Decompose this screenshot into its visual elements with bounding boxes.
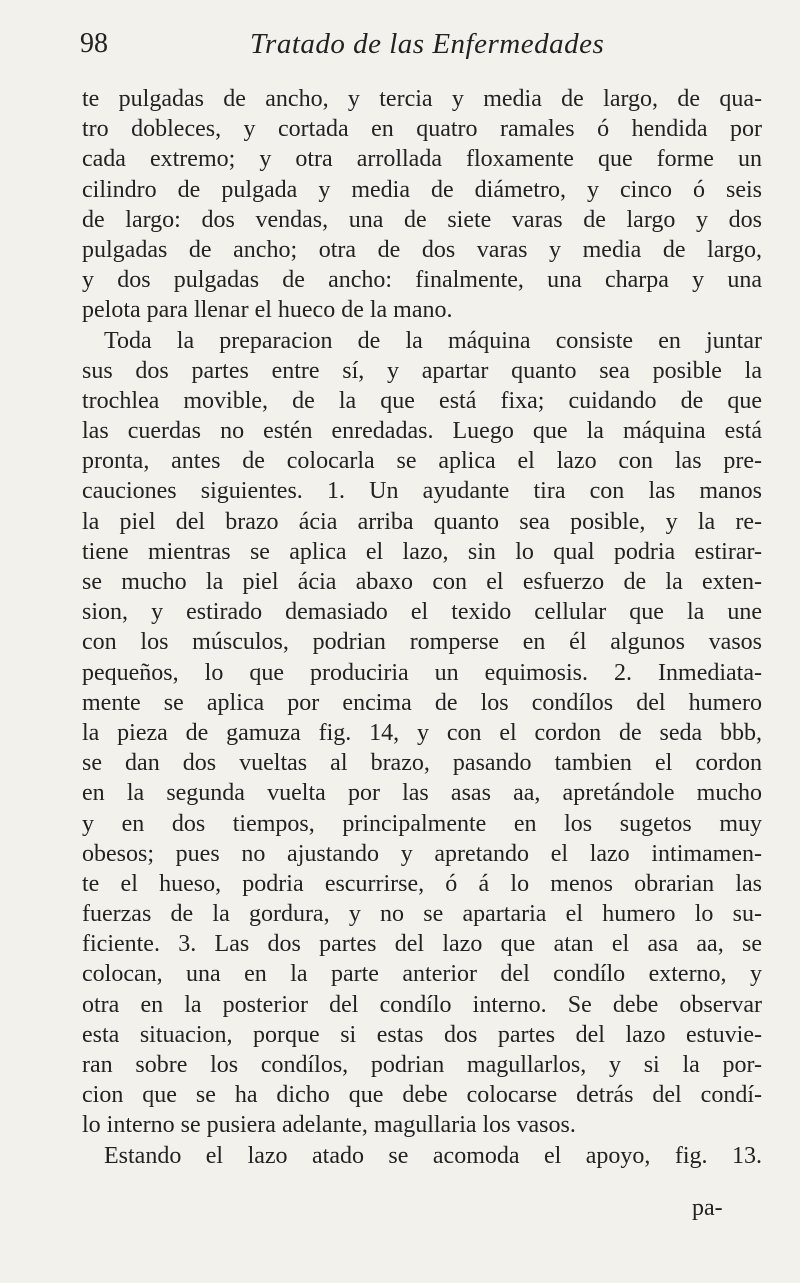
- text-line: esta situacion, porque si estas dos partes del lazo estuvie-: [82, 1021, 762, 1048]
- text-line: se mucho la piel ácia abaxo con el esfuerzo de la exten-: [82, 569, 762, 595]
- text-line: se dan dos vueltas al brazo, pasando tambien el cordon: [82, 750, 762, 777]
- text-line: en la segunda vuelta por las asas aa, apretándole mucho: [82, 780, 762, 807]
- text-line: obesos; pues no ajustando y apretando el lazo intimamen-: [82, 840, 762, 867]
- text-line: trochlea movible, de la que está fixa; cuidando de que: [82, 387, 762, 414]
- text-line: de largo: dos vendas, una de siete varas de largo y dos: [82, 206, 762, 233]
- text-line: lo interno se pusiera adelante, magullaria los vasos.: [82, 1112, 576, 1139]
- text-line: cilindro de pulgada y media de diámetro, y cinco ó seis: [82, 176, 762, 203]
- text-line: Toda la preparacion de la máquina consiste en juntar: [104, 327, 762, 354]
- text-line: la pieza de gamuza fig. 14, y con el cordon de seda bbb,: [82, 719, 762, 746]
- text-line: fuerzas de la gordura, y no se apartaria el humero lo su-: [82, 901, 762, 928]
- text-line: ran sobre los condílos, podrian magullarlos, y si la por-: [82, 1052, 762, 1078]
- text-line: tro dobleces, y cortada en quatro ramales ó hendida por: [82, 116, 762, 143]
- text-line: pulgadas de ancho; otra de dos varas y media de largo,: [82, 236, 762, 263]
- text-line: y dos pulgadas de ancho: finalmente, una charpa y una: [82, 267, 762, 294]
- text-line: colocan, una en la parte anterior del condílo externo, y: [82, 961, 762, 988]
- page-header: [80, 28, 760, 68]
- text-line: pelota para llenar el hueco de la mano.: [82, 297, 453, 324]
- page-number: 98: [80, 28, 108, 59]
- text-line: sion, y estirado demasiado el texido cellular que la une: [82, 599, 762, 626]
- text-line: sus dos partes entre sí, y apartar quanto sea posible la: [82, 357, 762, 384]
- text-line: cauciones siguientes. 1. Un ayudante tira con las manos: [82, 478, 762, 505]
- catchword: pa-: [692, 1195, 723, 1221]
- text-line: otra en la posterior del condílo interno. Se debe observar: [82, 991, 762, 1018]
- body-text: [82, 84, 762, 1171]
- text-line: las cuerdas no estén enredadas. Luego que la máquina está: [82, 418, 762, 445]
- text-line: Estando el lazo atado se acomoda el apoyo, fig. 13.: [104, 1142, 762, 1169]
- text-line: mente se aplica por encima de los condílos del humero: [82, 689, 762, 716]
- text-line: cion que se ha dicho que debe colocarse detrás del condí-: [82, 1082, 762, 1109]
- text-line: pequeños, lo que produciria un equimosis. 2. Inmediata-: [82, 659, 762, 686]
- text-line: con los músculos, podrian romperse en él algunos vasos: [82, 629, 762, 656]
- text-line: ficiente. 3. Las dos partes del lazo que atan el asa aa, se: [82, 931, 762, 958]
- text-line: la piel del brazo ácia arriba quanto sea posible, y la re-: [82, 508, 762, 535]
- text-line: te el hueso, podria escurrirse, ó á lo menos obrarian las: [82, 870, 762, 897]
- running-title: Tratado de las Enfermedades: [250, 28, 605, 60]
- text-line: y en dos tiempos, principalmente en los sugetos muy: [82, 810, 762, 837]
- text-line: tiene mientras se aplica el lazo, sin lo qual podria estirar-: [82, 538, 762, 565]
- text-line: te pulgadas de ancho, y tercia y media de largo, de qua-: [82, 86, 762, 112]
- text-line: pronta, antes de colocarla se aplica el lazo con las pre-: [82, 448, 762, 475]
- text-line: cada extremo; y otra arrollada floxamente que forme un: [82, 146, 762, 173]
